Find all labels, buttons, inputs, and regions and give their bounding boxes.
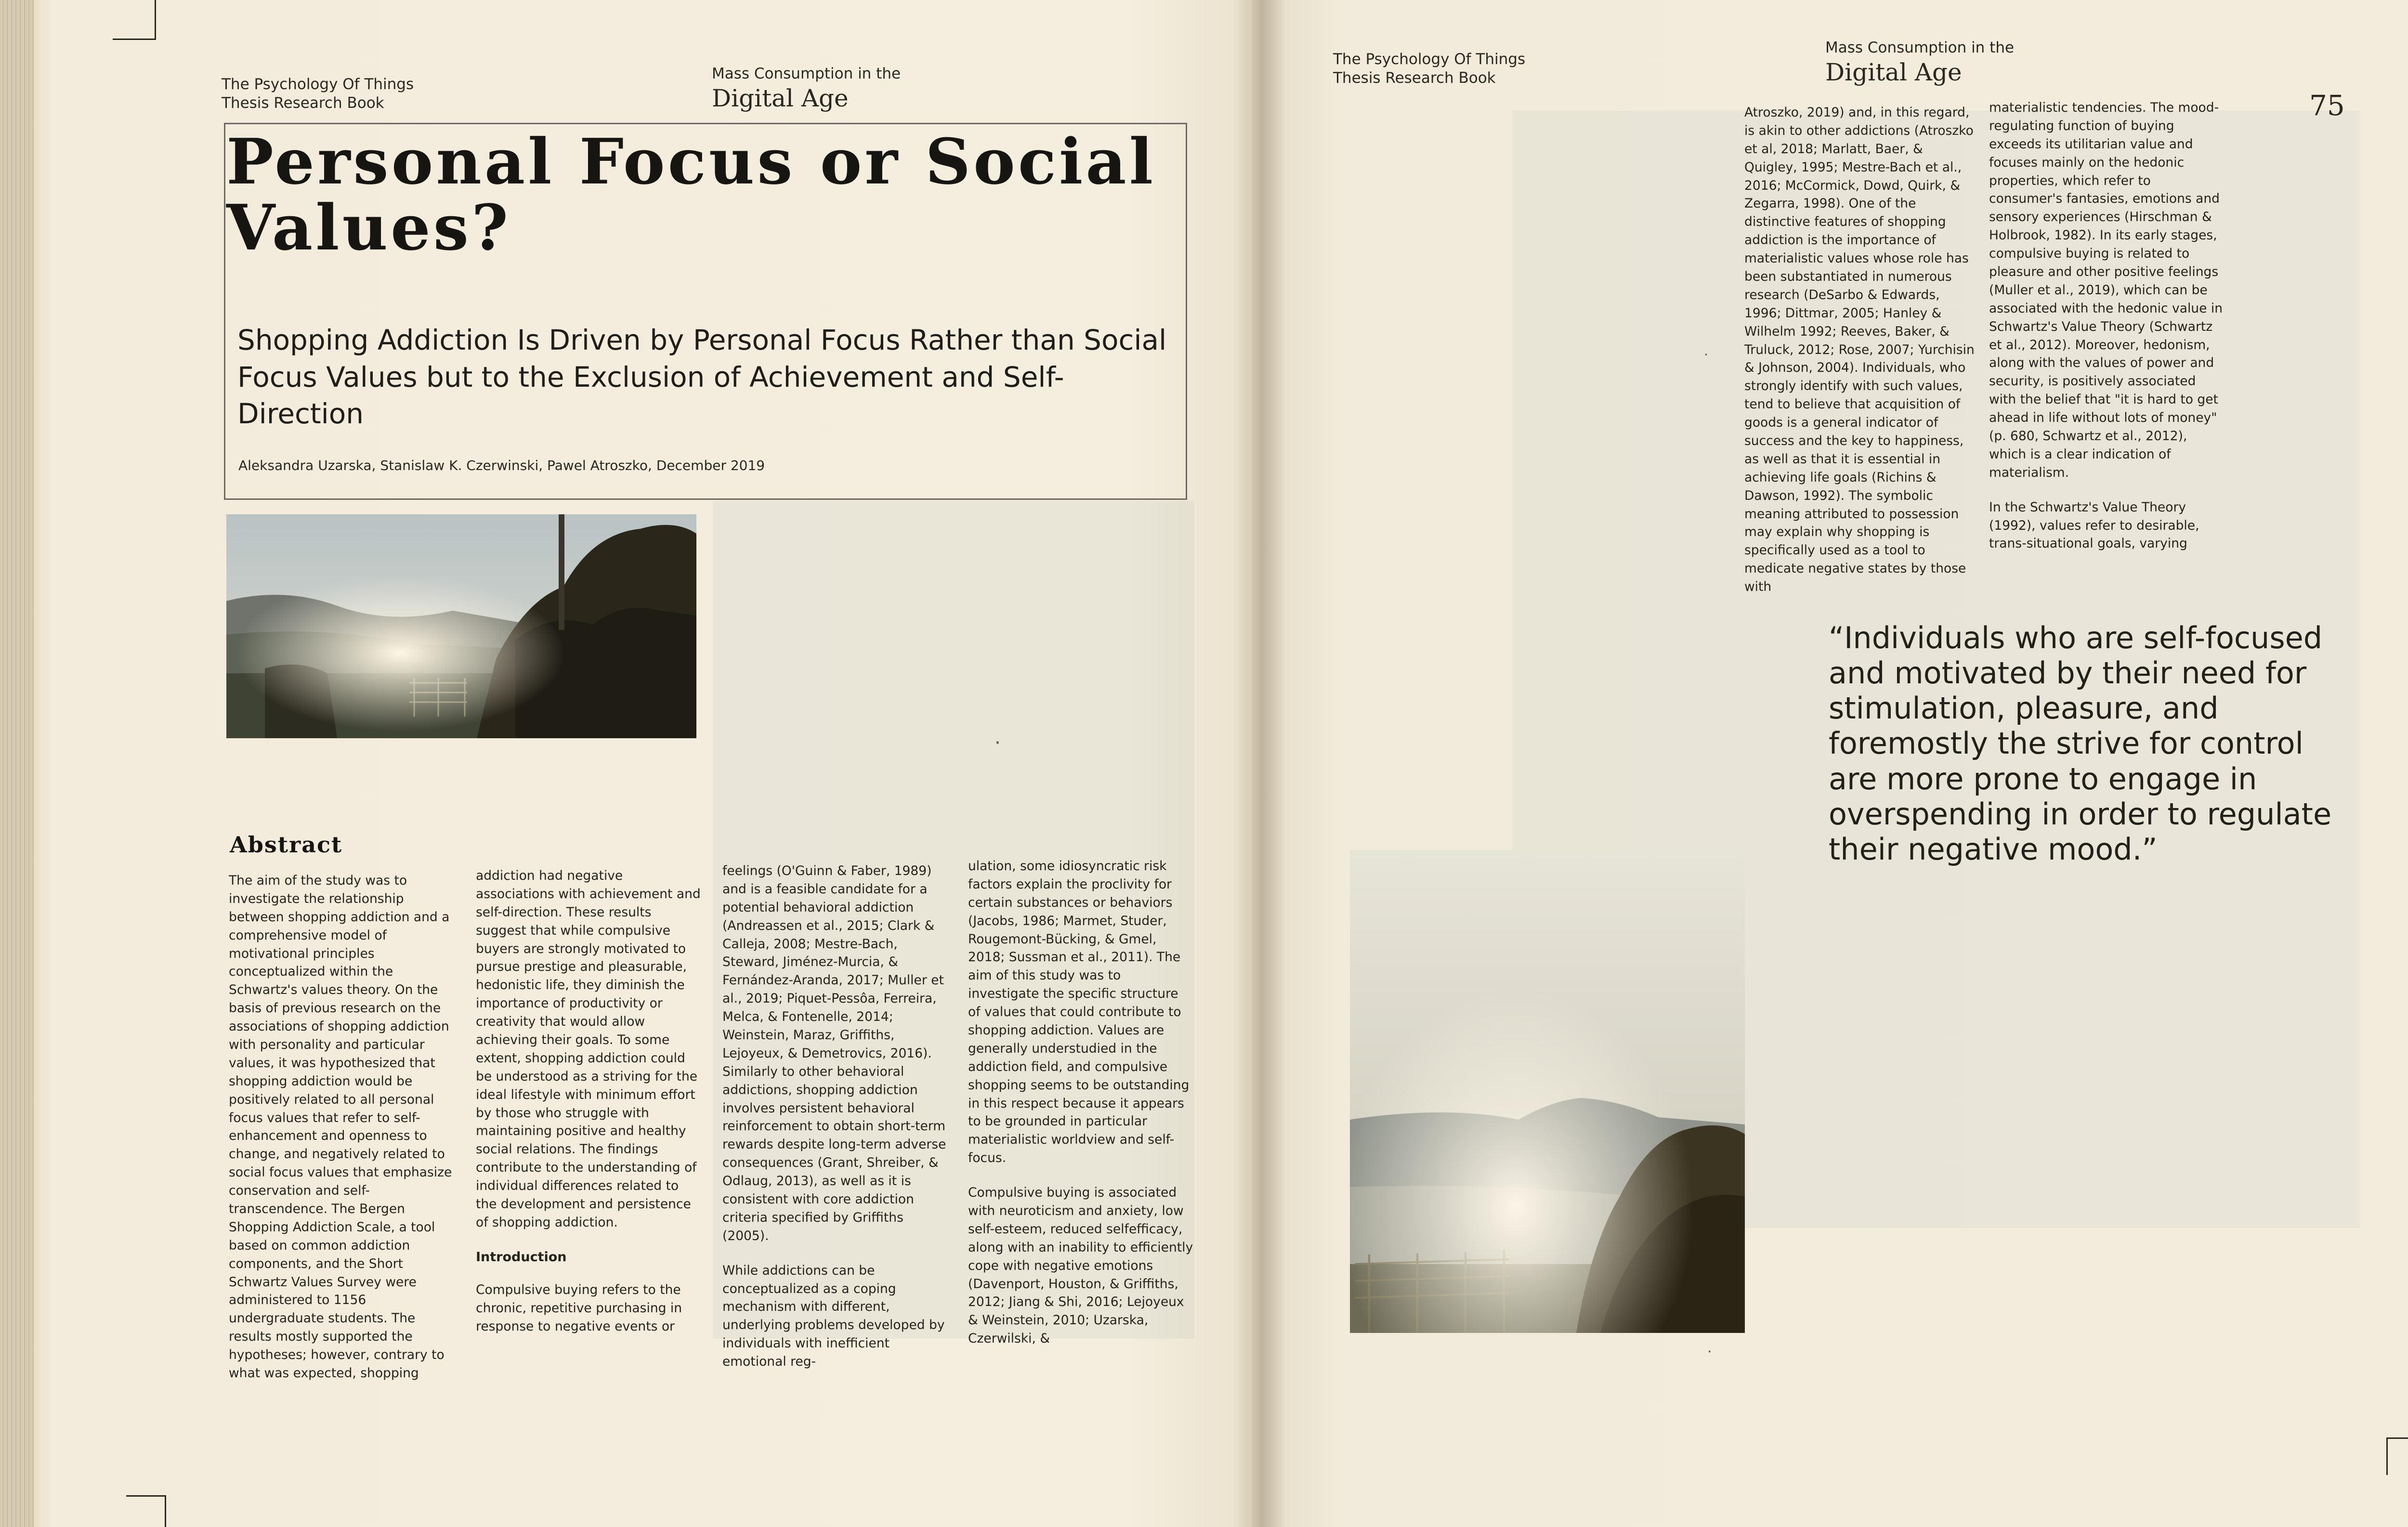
crop-mark [126, 1495, 165, 1497]
body-paragraph: Compulsive buying is associated with neuroticism and anxiety, low self-esteem, reduced selfefficacy, along with an inability to efficiently cope with negative emotions (Davenport, Houston, & Griffiths, 2012; Jiang & Shi, 2016; Lejoyeux & Weinstein, 2010; Uzarska, Czerwilski, & [968, 1185, 1193, 1346]
ink-speck: · [995, 732, 1001, 754]
abstract-paragraph: addiction had negative associations with achievement and self-direction. These results suggest that while compulsive buyers are strongly motivated to pursue prestige and pleasurable, hedonistic life, they diminish the importance of productivity or creativity that would allow achieving their goals. To some extent, shopping addiction could be understood as a striving for the ideal lifestyle with minimum effort by those who struggle with maintaining positive and healthy social relations. The findings contribute to the understanding of individual differences related to the development and persistence of shopping addiction. [476, 868, 701, 1230]
running-header-series [222, 75, 414, 113]
series-line-2: Thesis Research Book [222, 94, 384, 112]
body-paragraph: ulation, some idiosyncratic risk factors explain the proclivity for certain substances or behaviors (Jacobs, 1986; Marmet, Studer, Rougemont-Bücking, & Gmel, 2018; Sussman et al., 2011). The aim of this study was to investigate the specific structure of values that could contribute to shopping addiction. Values are generally understudied in the addiction field, and compulsive shopping seems to be outstanding in this respect because it appears to be grounded in particular materialistic worldview and self-focus. [968, 859, 1190, 1166]
right-landscape-photo [1350, 850, 1745, 1333]
chapter-large: Digital Age [1825, 58, 1962, 86]
body-paragraph: feelings (O'Guinn & Faber, 1989) and is a feasible candidate for a potential behavioral addiction (Andreassen et al., 2015; Clark & Calleja, 2008; Mestre-Bach, Steward, Jiménez-Murcia, & Fernández-Aranda, 2017; Muller et al., 2019; Piquet-Pessôa, Ferreira, Melca, & Fontenelle, 2014; Weinstein, Maraz, Griffiths, Lejoyeux, & Demetrovics, 2016). Similarly to other behavioral addictions, shopping addiction involves persistent behavioral reinforcement to obtain short-term rewards despite long-term adverse consequences (Grant, Shreiber, & Odlaug, 2013), as well as it is consistent with core addiction criteria specified by Griffiths (2005). [722, 863, 946, 1243]
crop-mark [2386, 1439, 2388, 1475]
introduction-paragraph: Compulsive buying refers to the chronic, repetitive purchasing in response to negative events or [476, 1282, 682, 1334]
chapter-large: Digital Age [712, 84, 849, 112]
landscape-photo-icon [226, 514, 696, 738]
landscape-photo-icon [1350, 850, 1745, 1333]
crop-mark [113, 39, 156, 40]
book-gutter [1233, 0, 1286, 1527]
running-header-chapter-right [1825, 39, 2014, 87]
right-column-2 [1989, 99, 2225, 569]
series-line-2: Thesis Research Book [1333, 69, 1496, 87]
introduction-column-4 [968, 857, 1194, 1364]
left-landscape-photo [226, 514, 696, 738]
byline: Aleksandra Uzarska, Stanislaw K. Czerwinski, Pawel Atroszko, December 2019 [238, 457, 765, 473]
introduction-heading: Introduction [476, 1249, 567, 1265]
body-paragraph: While addictions can be conceptualized as a coping mechanism with different, underlying problems developed by individuals with inefficient emotional reg- [722, 1263, 945, 1370]
abstract-paragraph: The aim of the study was to investigate the relationship between shopping addiction and a comprehensive model of motivational principles conceptualized within the Schwartz's values theory. On the basis of previous research on the associations of shopping addiction with personality and particular values, it was hypothesized that shopping addiction would be positively related to all personal focus values that refer to self-enhancement and openness to change, and negatively related to social focus values that emphasize conservation and self-transcendence. The Bergen Shopping Addiction Scale, a tool based on common addiction components, and the Short Schwartz Values Survey were administered to 1156 undergraduate students. The results mostly supported the hypotheses; however, contrary to what was expected, shopping [229, 873, 452, 1381]
crop-mark [155, 0, 156, 39]
running-header-series-right [1333, 50, 1525, 88]
crop-mark [2386, 1437, 2408, 1439]
body-paragraph: Atroszko, 2019) and, in this regard, is akin to other addictions (Atroszko et al, 2018; Marlatt, Baer, & Quigley, 1995; Mestre-Bach et al., 2016; McCormick, Dowd, Quirk, & Zegarra, 1998). One of the distinctive features of shopping addiction is the importance of materialistic values whose role has been substantiated in numerous research (DeSarbo & Edwards, 1996; Dittmar, 2005; Hanley & Wilhelm 1992; Reeves, Baker, & Truluck, 2012; Rose, 2007; Yurchisin & Johnson, 2004). Individuals, who strongly identify with such values, tend to believe that acquisition of goods is a general indicator of success and the key to happiness, as well as that it is essential in achieving life goals (Richins & Dawson, 1992). The symbolic meaning attributed to possession may explain why shopping is specifically used as a tool to medicate negative states by those with [1744, 105, 1975, 595]
chapter-small: Mass Consumption in the [1825, 39, 2015, 56]
ink-speck: · [1704, 347, 1708, 363]
abstract-heading: Abstract [230, 832, 343, 858]
body-paragraph: materialistic tendencies. The mood-regulating function of buying exceeds its utilitarian value and focuses mainly on the hedonic properties, which refer to consumer's fantasies, emotions and sensory experiences (Hirschman & Holbrook, 1982). In its early stages, compulsive buying is related to pleasure and other positive feelings (Muller et al., 2019), which can be associated with the hedonic value in Schwartz's Value Theory (Schwartz et al., 2012). Moreover, hedonism, along with the values of power and security, is positively associated with the belief that "it is hard to get ahead in life without lots of money" (p. 680, Schwartz et al., 2012), which is a clear indication of materialism. [1989, 100, 2223, 480]
series-line-1: The Psychology Of Things [1333, 51, 1526, 68]
chapter-small: Mass Consumption in the [712, 65, 901, 82]
page-edges [0, 0, 34, 1527]
right-column-1 [1744, 104, 1979, 613]
series-line-1: The Psychology Of Things [222, 76, 414, 93]
introduction-column-3 [722, 862, 949, 1387]
pull-quote: “Individuals who are self-focused and motivated by their need for stimulation, pleasure, and foremostly the strive for control are more prone to engage in overspending in order to regulate their negative mood.” [1829, 620, 2332, 867]
ink-speck: · [1707, 1344, 1712, 1360]
running-header-chapter [712, 65, 901, 113]
crop-mark [165, 1495, 166, 1527]
article-title: Personal Focus or Social Values? [226, 125, 1156, 264]
page-number: 75 [2309, 89, 2345, 122]
article-subtitle: Shopping Addiction Is Driven by Personal Focus Rather than Social Focus Values but to the Exclusion of Achievement and Self-Direction [237, 324, 1167, 431]
abstract-column-1 [229, 872, 460, 1399]
body-paragraph: In the Schwartz's Value Theory (1992), values refer to desirable, trans-situational goals, varying [1989, 499, 2199, 551]
abstract-column-2 [476, 867, 702, 1352]
